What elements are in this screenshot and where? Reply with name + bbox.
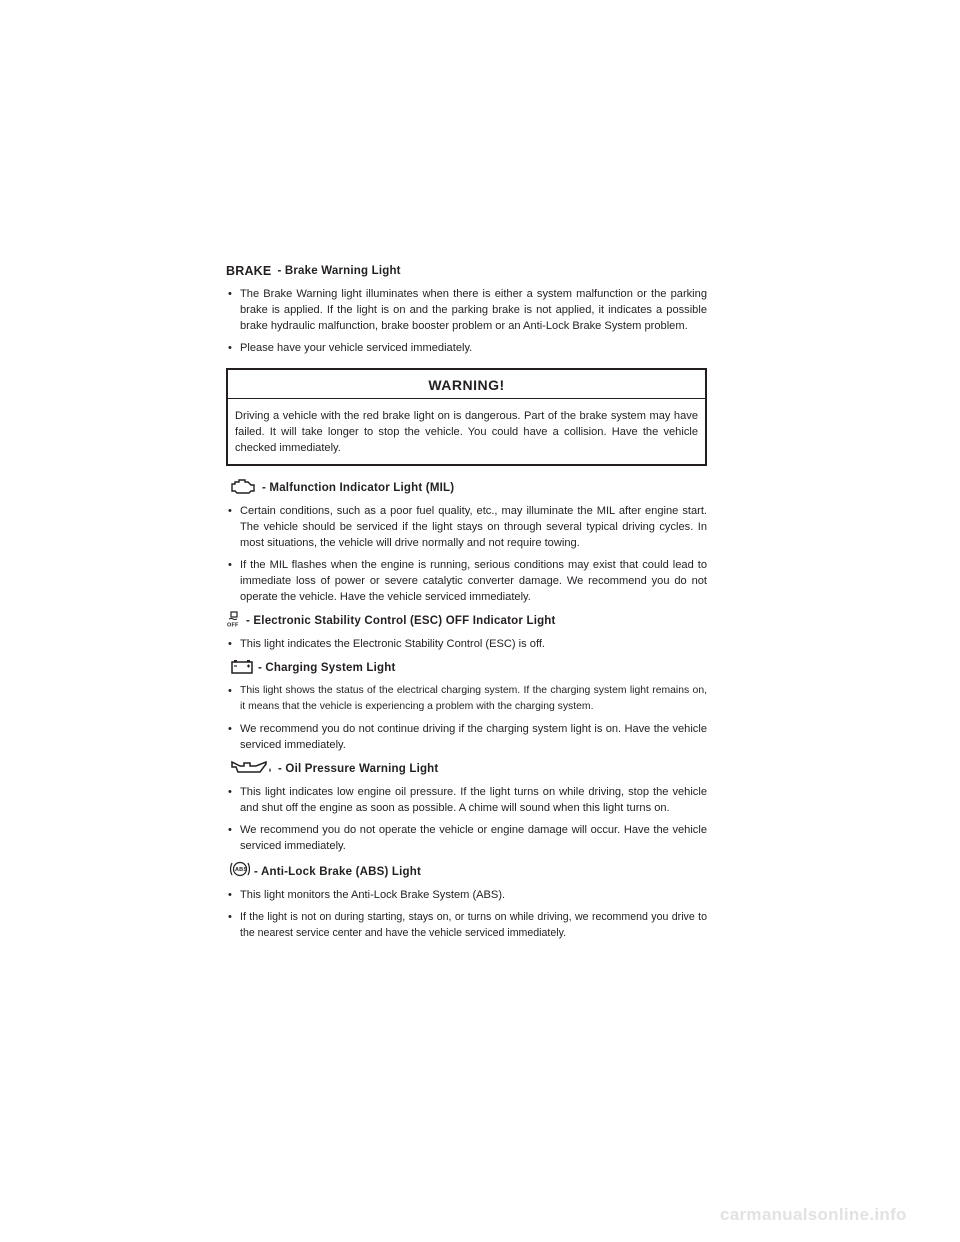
esc-off-icon [226, 611, 242, 627]
list-item [226, 503, 707, 551]
list-item-text: • We recommend you do not continue driving if the charging system light is on. Have the vehicle serviced immediately. [240, 723, 707, 751]
list-item [226, 340, 707, 356]
oil-heading-text: - Oil Pressure Warning Light [278, 763, 439, 775]
brake-warning-icon: BRAKE [226, 264, 272, 278]
esc-bullets [226, 636, 707, 652]
list-item-text: • If the MIL flashes when the engine is running, serious conditions may exist that could lead to immediate loss of power or severe catalytic converter damage. We recommend you do not operate the vehicle. Have the vehicle serviced immediately. [240, 559, 707, 603]
list-item [226, 683, 707, 715]
list-item [226, 286, 707, 334]
brake-heading-text: - Brake Warning Light [277, 265, 401, 277]
list-item-text: • The Brake Warning light illuminates when there is either a system malfunction or the parking brake is applied. If the light is on and the parking brake is not applied, it indicates a possible brake hydraulic malfunction, brake booster problem or an Anti-Lock Brake System problem. [240, 288, 707, 332]
list-item-text: • We recommend you do not operate the vehicle or engine damage will occur. Have the vehicle serviced immediately. [240, 824, 707, 852]
list-item [226, 557, 707, 605]
abs-bullets [226, 887, 707, 941]
brake-heading [226, 265, 707, 277]
charging-heading [226, 658, 707, 674]
list-item-text: • This light indicates the Electronic Stability Control (ESC) is off. [240, 638, 545, 650]
abs-heading [226, 860, 707, 878]
oil-bullets [226, 784, 707, 854]
charging-bullets [226, 683, 707, 753]
mil-heading-text: - Malfunction Indicator Light (MIL) [262, 482, 455, 494]
list-item [226, 721, 707, 753]
watermark: carmanualsonline.info [720, 1205, 907, 1224]
warning-title: WARNING! [228, 370, 705, 399]
list-item [226, 636, 707, 652]
engine-icon [230, 478, 258, 494]
list-item-text: • Please have your vehicle serviced immediately. [240, 342, 473, 354]
mil-heading [226, 478, 707, 494]
brake-bullets [226, 286, 707, 356]
list-item [226, 887, 707, 903]
list-item-text: • This light indicates low engine oil pressure. If the light turns on while driving, stop the vehicle and shut off the engine as soon as possible. A chime will sound when this light turns on. [240, 786, 707, 814]
warning-box [226, 368, 707, 466]
battery-icon [230, 658, 254, 674]
esc-off-icon-text: OFF [227, 622, 239, 627]
list-item-text: • Certain conditions, such as a poor fuel quality, etc., may illuminate the MIL after engine start. The vehicle should be serviced if the light stays on through several typical driving cycles. In most situations, the vehicle will drive normally and not require towing. [240, 505, 707, 549]
list-item [226, 784, 707, 816]
oil-can-icon [230, 759, 274, 775]
list-item [226, 822, 707, 854]
list-item-text: • This light monitors the Anti-Lock Brake System (ABS). [240, 889, 506, 901]
abs-heading-text: - Anti-Lock Brake (ABS) Light [254, 866, 422, 878]
abs-icon [230, 860, 250, 878]
esc-heading-text: - Electronic Stability Control (ESC) OFF Indicator Light [246, 615, 556, 627]
list-item-text: • This light shows the status of the electrical charging system. If the charging system light remains on, it means that the vehicle is experiencing a problem with the charging system. [240, 685, 707, 712]
warning-body: Driving a vehicle with the red brake light on is dangerous. Part of the brake system may have failed. It will take longer to stop the vehicle. You could have a collision. Have the vehicle checked immediately. [235, 410, 698, 454]
charging-heading-text: - Charging System Light [258, 662, 396, 674]
list-item [226, 909, 707, 941]
page-content [226, 265, 707, 947]
list-item-text: • If the light is not on during starting, stays on, or turns on while driving, we recommend you drive to the nearest service center and have the vehicle serviced immediately. [240, 911, 707, 939]
mil-bullets [226, 503, 707, 605]
esc-heading [226, 611, 707, 627]
oil-heading [226, 759, 707, 775]
abs-icon-text: ABS [235, 867, 248, 873]
